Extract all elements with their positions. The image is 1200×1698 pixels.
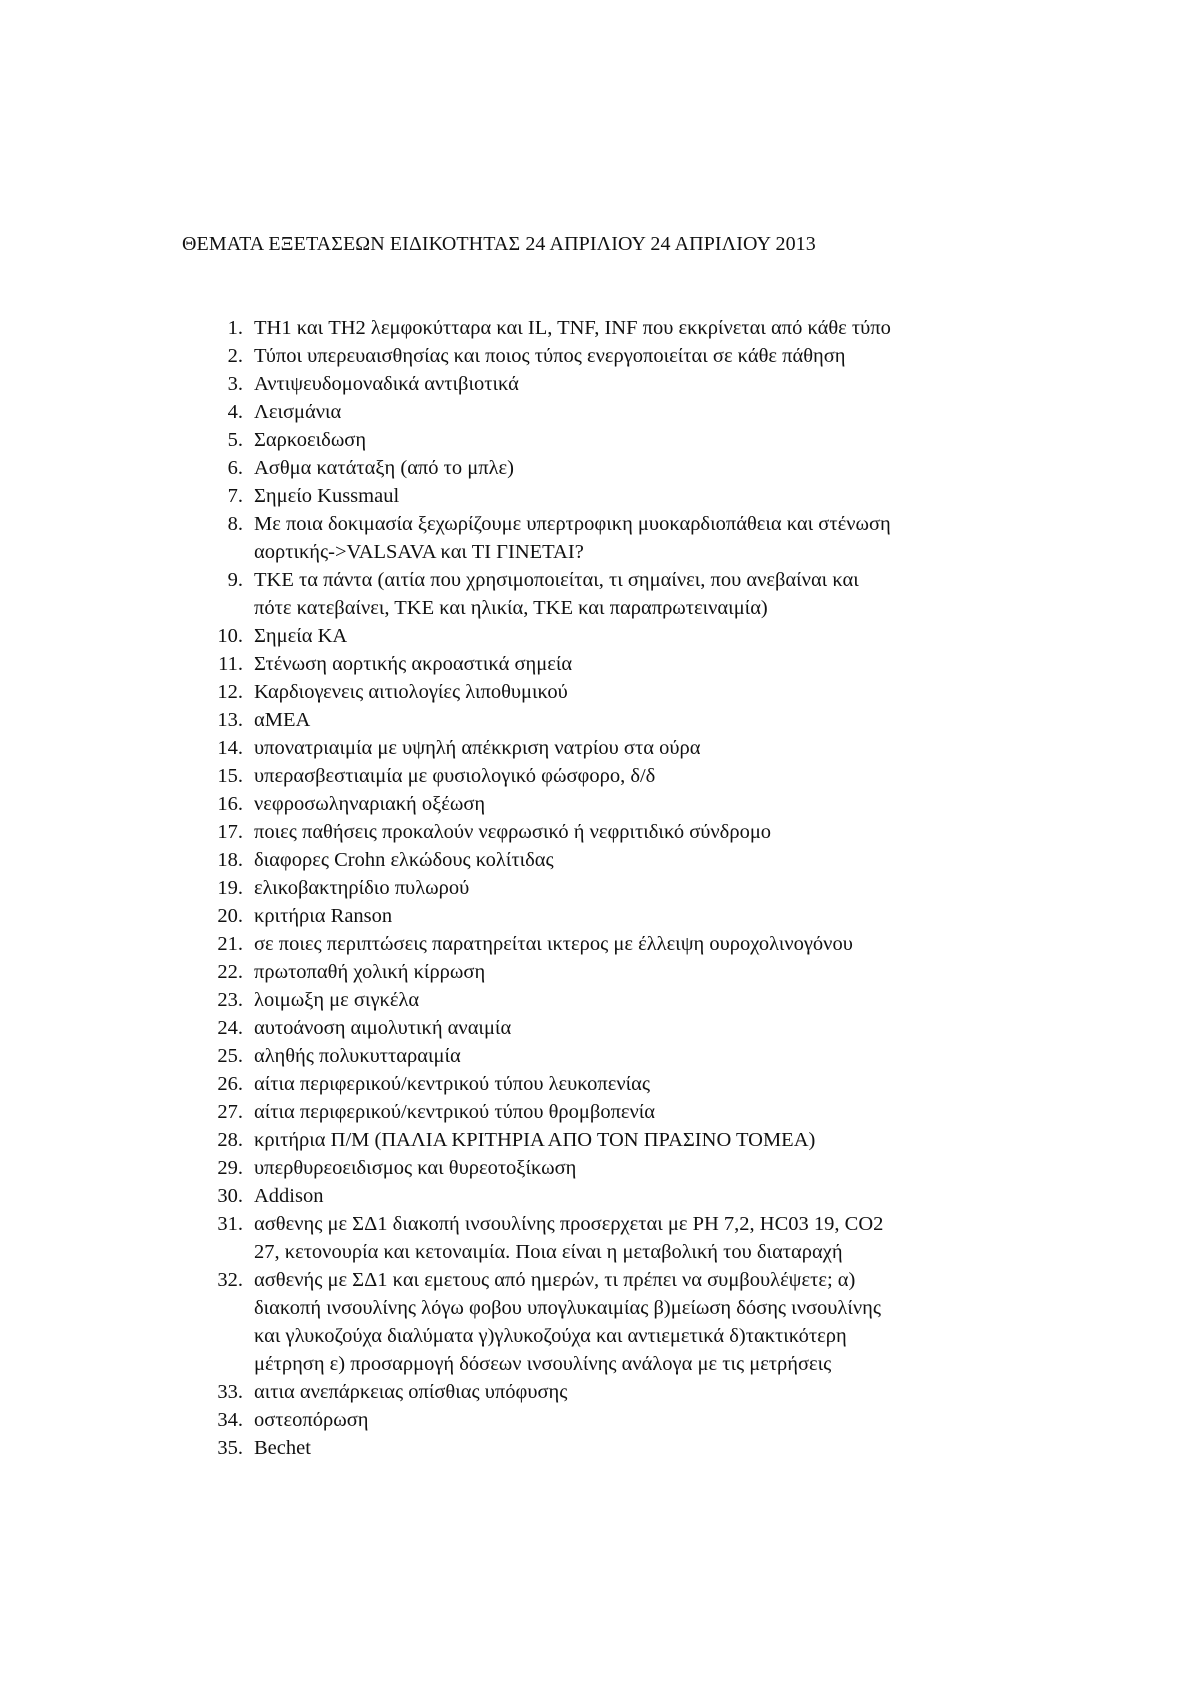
question-number: 30. [217,1185,243,1207]
question-item [0,426,1200,454]
question-item [0,1042,1200,1070]
question-text: νεφροσωληναριακή οξέωση [254,793,486,815]
question-item [0,314,1200,342]
question-number: 19. [217,877,243,899]
question-number: 6. [227,457,243,479]
question-number: 24. [217,1017,243,1039]
question-text: υπερασβεστιαιμία με φυσιολογικό φώσφορο, δ/δ [254,765,656,787]
question-text: Λεισμάνια [254,401,342,423]
question-text: Σημεία ΚΑ [254,625,348,647]
question-number: 9. [227,569,243,591]
question-number: 33. [217,1381,243,1403]
question-text: αίτια περιφερικού/κεντρικού τύπου θρομβοπενία [254,1101,656,1123]
question-number: 13. [217,709,243,731]
question-text: κριτήρια Π/Μ (ΠΑΛΙΑ ΚΡΙΤΗΡΙΑ ΑΠΟ ΤΟΝ ΠΡΑΣΙΝΟ ΤΟΜΕΑ) [254,1129,816,1151]
question-text: Bechet [254,1437,311,1459]
question-item [0,734,1200,762]
question-text: σε ποιες περιπτώσεις παρατηρείται ικτερος με έλλειψη ουροχολινογόνου [254,933,853,955]
question-item [0,846,1200,874]
question-text: Στένωση αορτικής ακροαστικά σημεία [254,653,573,675]
question-item [0,1210,1200,1266]
question-item [0,398,1200,426]
question-text: αΜΕΑ [254,709,311,731]
question-item [0,958,1200,986]
question-text: διαφορες Crohn ελκώδους κολίτιδας [254,849,554,871]
question-item [0,1070,1200,1098]
question-number: 34. [217,1409,243,1431]
question-text: Τύποι υπερευαισθησίας και ποιος τύπος ενεργοποιείται σε κάθε πάθηση [254,345,846,367]
question-item [0,902,1200,930]
question-item [0,1266,1200,1378]
question-text: υπονατριαιμία με υψηλή απέκκριση νατρίου στα ούρα [254,737,701,759]
question-number: 4. [227,401,243,423]
question-text: λοιμωξη με σιγκέλα [254,989,420,1011]
question-item [0,1182,1200,1210]
question-item [0,678,1200,706]
question-number: 23. [217,989,243,1011]
question-number: 17. [217,821,243,843]
question-item [0,482,1200,510]
question-number: 11. [218,653,243,675]
question-number: 22. [217,961,243,983]
question-number: 26. [217,1073,243,1095]
question-item [0,622,1200,650]
question-item [0,1434,1200,1462]
question-number: 15. [217,765,243,787]
question-list [0,314,1200,1462]
question-number: 10. [217,625,243,647]
question-text: Ασθμα κατάταξη (από το μπλε) [254,457,514,479]
question-text: αληθής πολυκυτταραιμία [254,1045,461,1067]
question-number: 27. [217,1101,243,1123]
question-text: ελικοβακτηρίδιο πυλωρού [254,877,470,899]
question-text: Με ποια δοκιμασία ξεχωρίζουμε υπερτροφικη μυοκαρδιοπάθεια και στένωση αορτικής->VALSAVA και ΤΙ ΓΙΝΕΤΑΙ? [254,513,891,563]
document-title: ΘΕΜΑΤΑ ΕΞΕΤΑΣΕΩΝ ΕΙΔΙΚΟΤΗΤΑΣ 24 ΑΠΡΙΛΙΟΥ 24 ΑΠΡΙΛΙΟΥ 2013 [182,233,816,255]
question-item [0,790,1200,818]
question-number: 16. [217,793,243,815]
question-text: ασθενής με ΣΔ1 και εμετους από ημερών, τι πρέπει να συμβουλέψετε; α) διακοπή ινσουλίνης λόγω φοβου υπογλυκαιμίας β)μείωση δόσης ινσουλίνης και γλυκοζούχα διαλύματα γ)γλυκοζούχα και αντιεμετικά δ)τακτικότερη μέτρηση ε) προσαρμογή δόσεων ινσουλίνης ανάλογα με τις μετρήσεις [254,1269,881,1375]
question-text: TH1 και TH2 λεμφοκύτταρα και IL, TNF, INF που εκκρίνεται από κάθε τύπο [254,317,891,339]
question-item [0,706,1200,734]
question-text: αυτοάνοση αιμολυτική αναιμία [254,1017,512,1039]
question-item [0,762,1200,790]
question-item [0,510,1200,566]
question-item [0,1126,1200,1154]
question-text: αίτια περιφερικού/κεντρικού τύπου λευκοπενίας [254,1073,651,1095]
question-item [0,930,1200,958]
question-number: 18. [217,849,243,871]
question-item [0,1154,1200,1182]
question-number: 21. [217,933,243,955]
question-number: 25. [217,1045,243,1067]
question-number: 8. [227,513,243,535]
question-number: 35. [217,1437,243,1459]
question-number: 1. [227,317,243,339]
question-item [0,986,1200,1014]
question-number: 28. [217,1129,243,1151]
question-number: 2. [227,345,243,367]
question-text: αιτια ανεπάρκειας οπίσθιας υπόφυσης [254,1381,568,1403]
question-text: πρωτοπαθή χολική κίρρωση [254,961,486,983]
question-number: 3. [227,373,243,395]
question-text: Καρδιογενεις αιτιολογίες λιποθυμικού [254,681,568,703]
question-text: υπερθυρεοειδισμος και θυρεοτοξίκωση [254,1157,577,1179]
question-item [0,566,1200,622]
question-text: ΤΚΕ τα πάντα (αιτία που χρησιμοποιείται, τι σημαίνει, που ανεβαίναι και πότε κατεβαίνει, ΤΚΕ και ηλικία, ΤΚΕ και παραπρωτειναιμία) [254,569,859,619]
question-number: 32. [217,1269,243,1291]
question-text: Addison [254,1185,324,1207]
question-number: 12. [217,681,243,703]
question-number: 20. [217,905,243,927]
question-number: 14. [217,737,243,759]
question-text: ασθενης με ΣΔ1 διακοπή ινσουλίνης προσερχεται με PH 7,2, HC03 19, CO2 27, κετονουρία και κετοναιμία. Ποια είναι η μεταβολική του διαταραχή [254,1213,884,1263]
question-number: 7. [227,485,243,507]
question-text: ποιες παθήσεις προκαλούν νεφρωσικό ή νεφριτιδικό σύνδρομο [254,821,772,843]
question-text: Σημείο Kussmaul [254,485,400,507]
question-item [0,1378,1200,1406]
question-number: 31. [217,1213,243,1235]
question-text: Αντιψευδομοναδικά αντιβιοτικά [254,373,519,395]
question-item [0,370,1200,398]
question-item [0,874,1200,902]
question-number: 5. [227,429,243,451]
question-text: Σαρκοειδωση [254,429,367,451]
question-item [0,342,1200,370]
question-item [0,1098,1200,1126]
question-item [0,818,1200,846]
question-item [0,454,1200,482]
question-number: 29. [217,1157,243,1179]
question-item [0,1014,1200,1042]
question-text: κριτήρια Ranson [254,905,393,927]
question-text: οστεοπόρωση [254,1409,369,1431]
question-item [0,650,1200,678]
question-item [0,1406,1200,1434]
